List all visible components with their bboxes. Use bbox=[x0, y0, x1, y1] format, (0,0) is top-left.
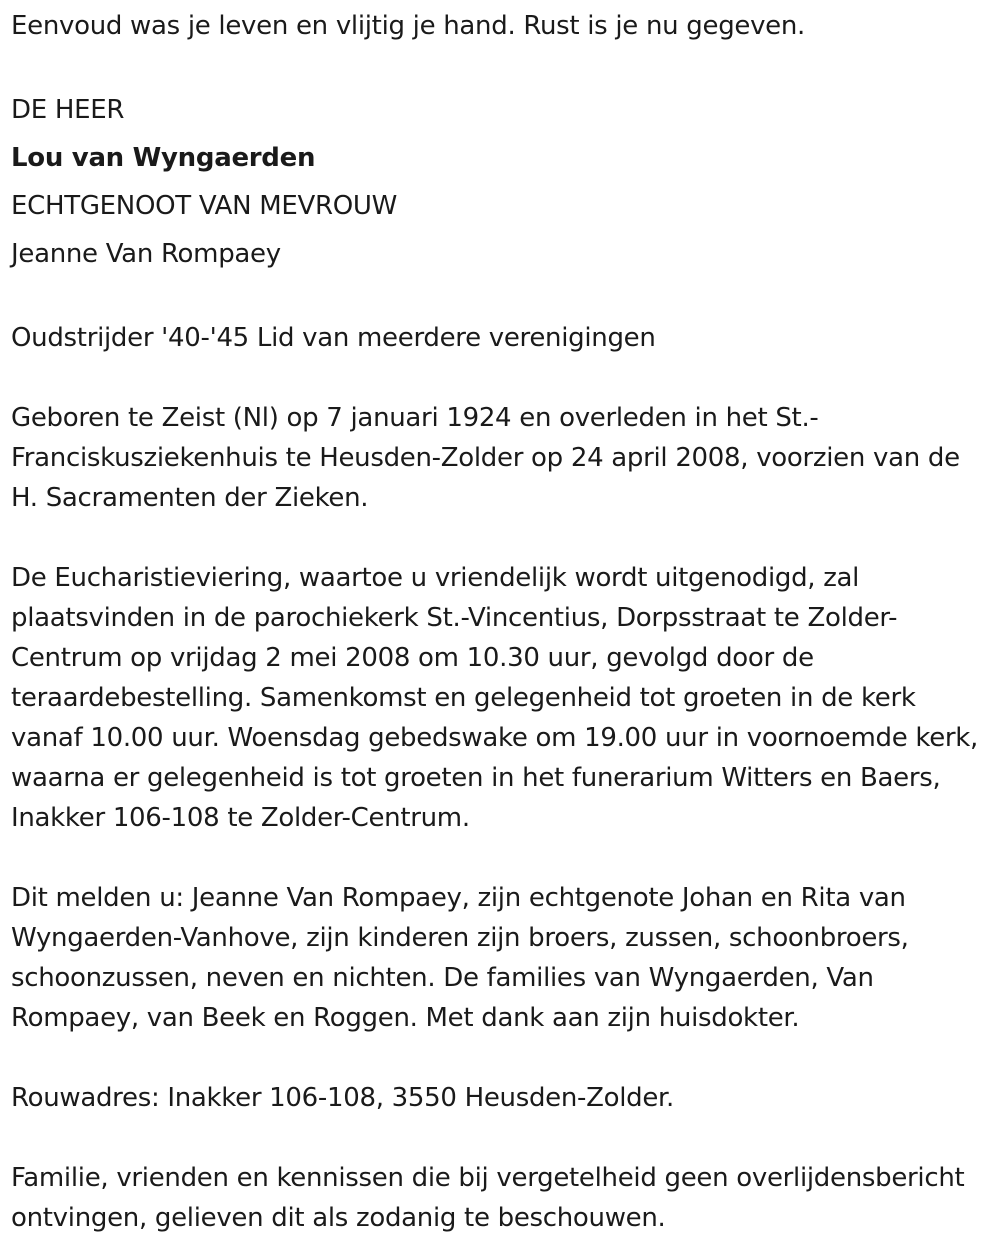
opening-verse: Eenvoud was je leven en vlijtig je hand. Rust is je nu gegeven. bbox=[11, 11, 806, 41]
spouse-name: Jeanne Van Rompaey bbox=[11, 239, 281, 269]
affiliations: Oudstrijder '40-'45 Lid van meerdere verenigingen bbox=[11, 323, 656, 353]
title-prefix: DE HEER bbox=[11, 95, 125, 125]
birth-death-paragraph: Geboren te Zeist (Nl) op 7 januari 1924 en overleden in het St.-Franciskusziekenhuis te Heusden-Zolder op 24 april 2008, voorzien van de H. Sacramenten der Zieken. bbox=[11, 403, 960, 513]
announcers-paragraph: Dit melden u: Jeanne Van Rompaey, zijn echtgenote Johan en Rita van Wyngaerden-Vanhove, zijn kinderen zijn broers, zussen, schoonbroers, schoonzussen, neven en nichten. De families van Wyngaerden, Van Rompaey, van Beek en Roggen. Met dank aan zijn huisdokter. bbox=[11, 883, 909, 1033]
mourning-address: Rouwadres: Inakker 106-108, 3550 Heusden-Zolder. bbox=[11, 1083, 675, 1113]
spouse-label: ECHTGENOOT VAN MEVROUW bbox=[11, 191, 398, 221]
ceremony-paragraph: De Eucharistieviering, waartoe u vriendelijk wordt uitgenodigd, zal plaatsvinden in de parochiekerk St.-Vincentius, Dorpsstraat te Zolder-Centrum op vrijdag 2 mei 2008 om 10.30 uur, gevolgd door de teraardebestelling. Samenkomst en gelegenheid tot groeten in de kerk vanaf 10.00 uur. Woensdag gebedswake om 19.00 uur in voornoemde kerk, waarna er gelegenheid is tot groeten in het funerarium Witters en Baers, Inakker 106-108 te Zolder-Centrum. bbox=[11, 563, 979, 833]
closing-note: Familie, vrienden en kennissen die bij vergetelheid geen overlijdensbericht ontvingen, gelieven dit als zodanig te beschouwen. bbox=[11, 1163, 965, 1233]
deceased-name: Lou van Wyngaerden bbox=[11, 143, 316, 173]
